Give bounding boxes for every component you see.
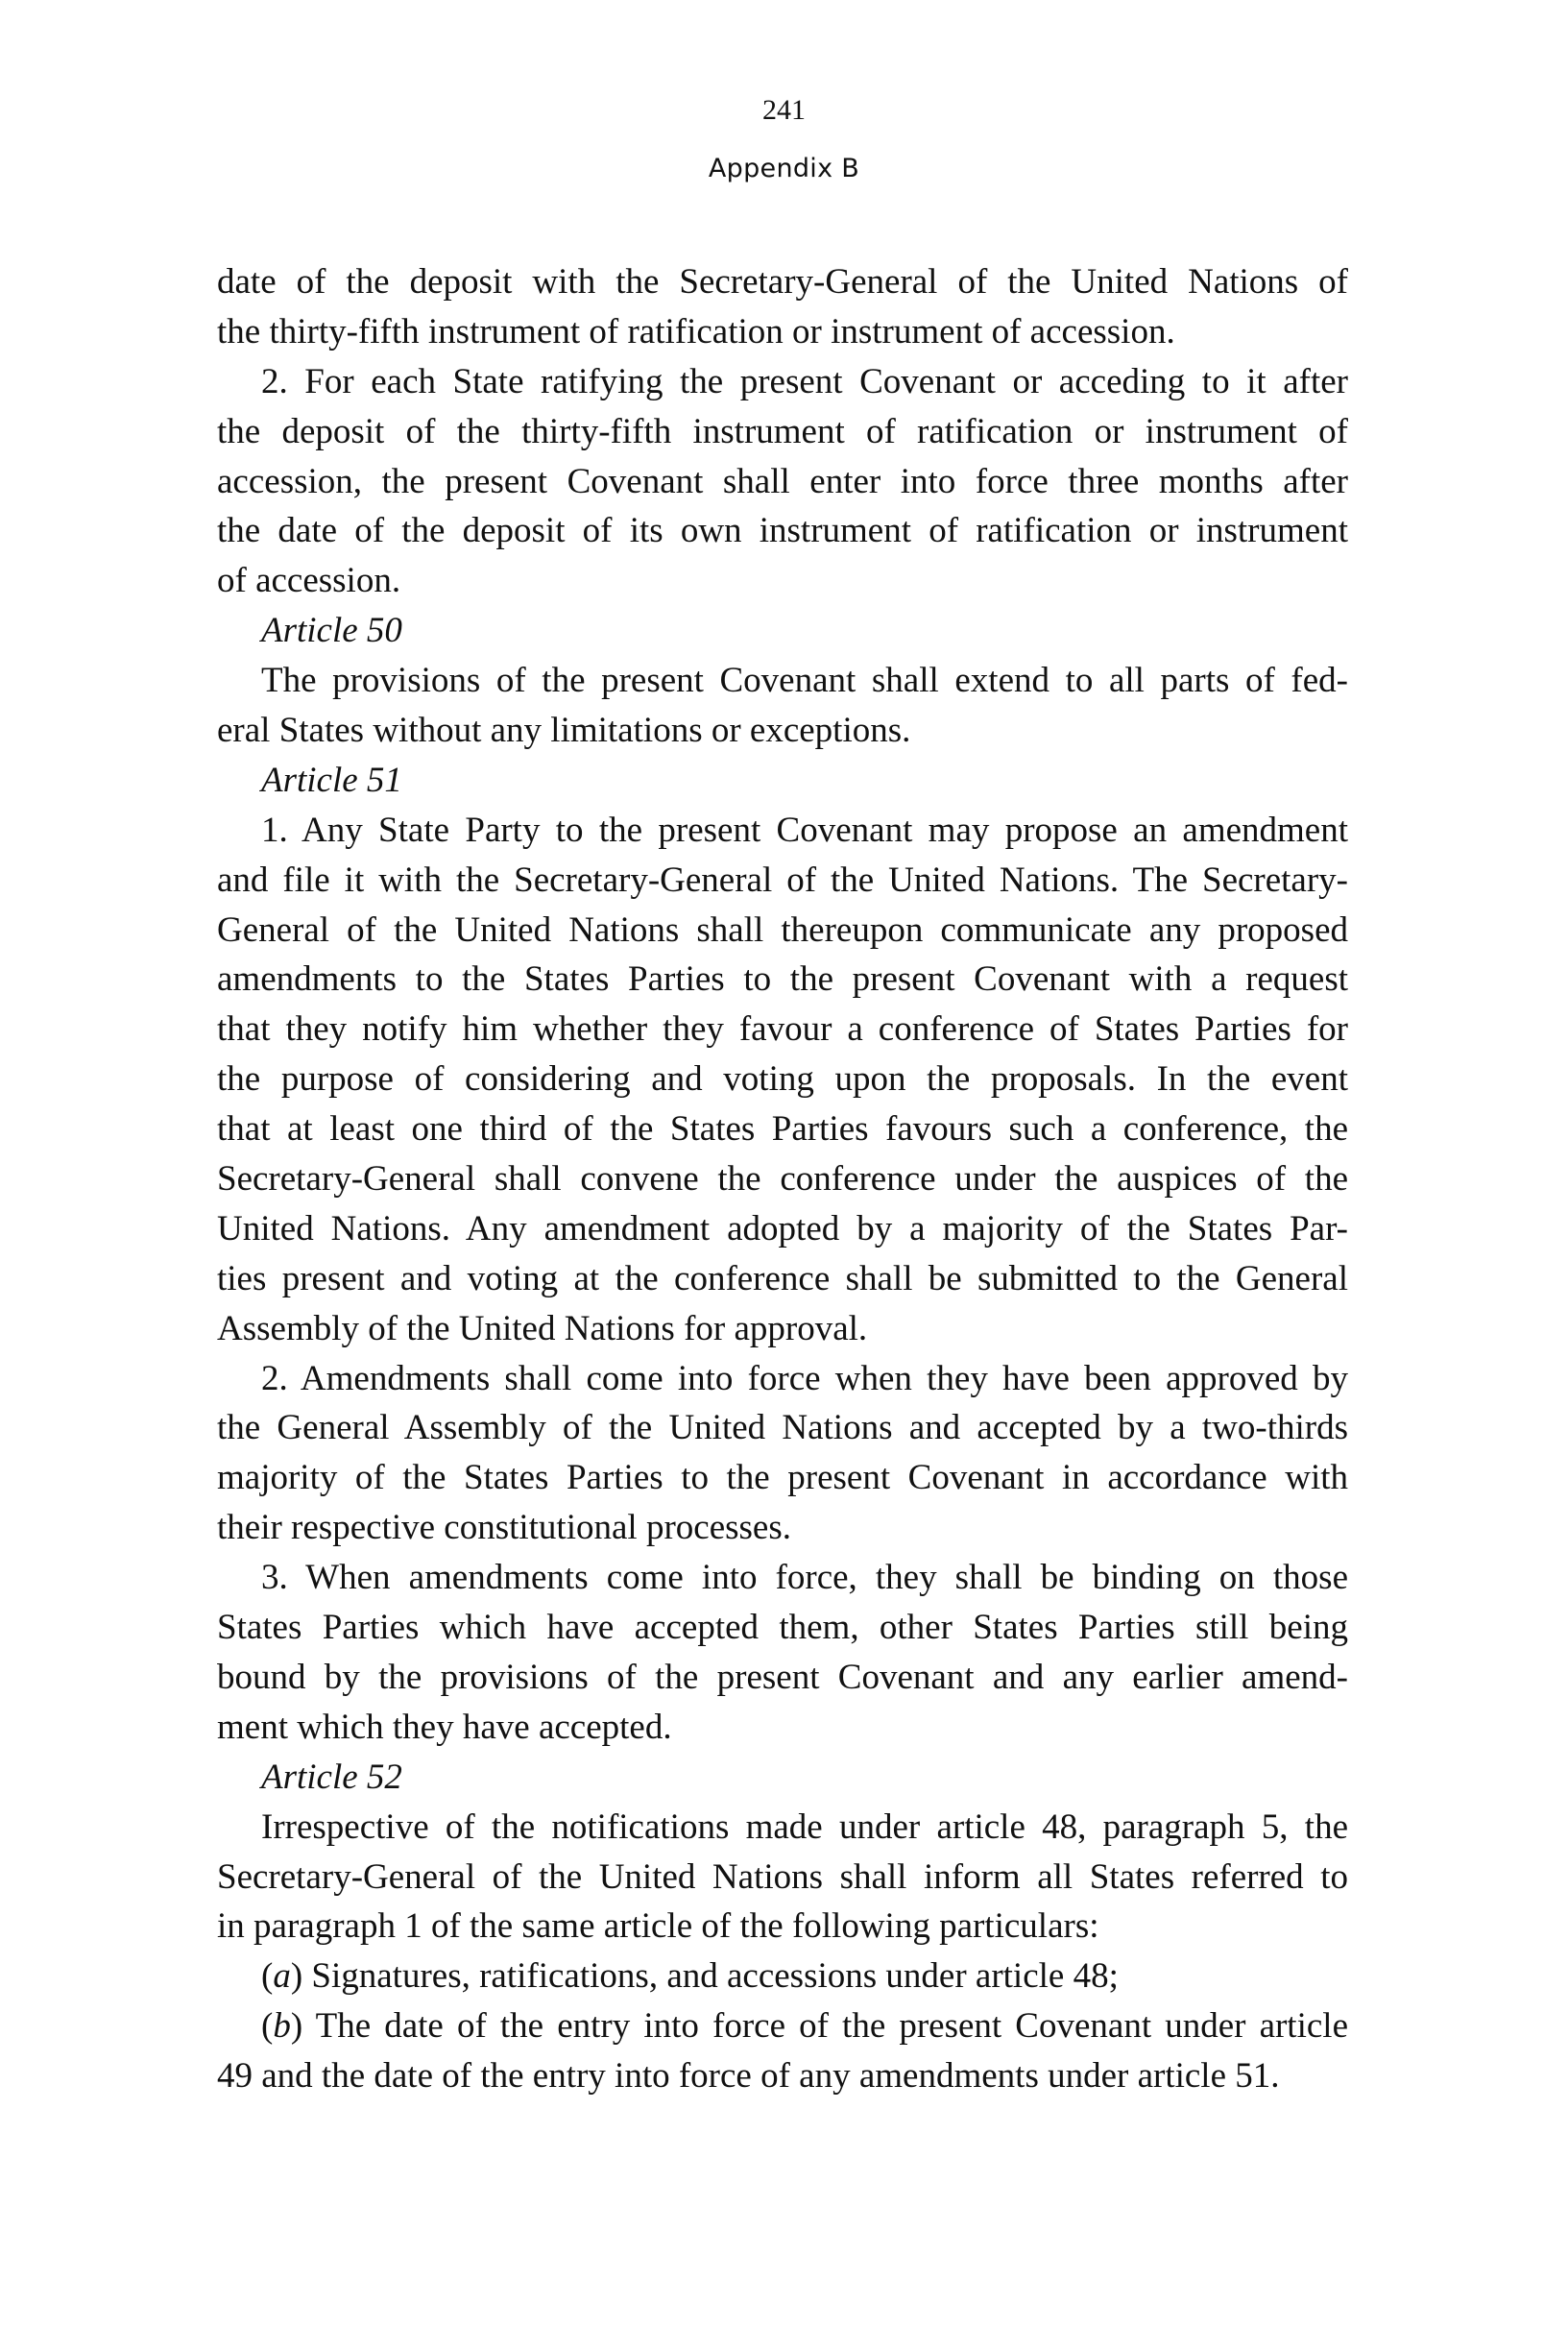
text-line: ment which they have accepted. (217, 1707, 672, 1747)
text-line: majority of the States Parties to the present Covenant in accordance with (217, 1458, 1348, 1498)
text-line: date of the deposit with the Secretary-General of the United Nations of (217, 262, 1348, 302)
text-line: 3. When amendments come into force, they shall be binding on those (261, 1558, 1348, 1598)
text-line: Secretary-General shall convene the conference under the auspices of the (217, 1159, 1348, 1200)
text-line: the date of the deposit of its own instrument of ratification or instrument (217, 511, 1348, 551)
text-line: 49 and the date of the entry into force of any amendments under article 51. (217, 2056, 1280, 2097)
text-line: Irrespective of the notifications made under article 48, paragraph 5, the (261, 1806, 1348, 1847)
text-line: States Parties which have accepted them, other States Parties still being (217, 1608, 1348, 1648)
text-line: The provisions of the present Covenant shall extend to all parts of fed- (261, 661, 1348, 701)
text-line: ties present and voting at the conference shall be submitted to the General (217, 1258, 1348, 1298)
list-label: b (273, 2006, 291, 2047)
text-line: Assembly of the United Nations for approval. (217, 1308, 868, 1348)
running-head: Appendix B (708, 154, 860, 183)
text-line: bound by the provisions of the present Covenant and any earlier amend- (217, 1657, 1348, 1697)
body-text (217, 257, 1348, 2101)
text-line: 2. Amendments shall come into force when they have been approved by (261, 1358, 1348, 1398)
text-line: United Nations. Any amendment adopted by a majority of the States Par- (217, 1208, 1348, 1249)
text-line: the thirty-fifth instrument of ratification or instrument of accession. (217, 311, 1175, 352)
text-line: the purpose of considering and voting upon the proposals. In the event (217, 1059, 1348, 1100)
text-line: eral States without any limitations or exceptions. (217, 711, 911, 751)
text-line: General of the United Nations shall thereupon communicate any proposed (217, 909, 1348, 950)
text-line: (b) The date of the entry into force of the present Covenant under article (261, 2006, 1348, 2047)
text-line: (a) Signatures, ratifications, and accessions under article 48; (261, 1956, 1119, 1997)
text-line: the General Assembly of the United Nations and accepted by a two-thirds (217, 1408, 1348, 1448)
text-line: the deposit of the thirty-fifth instrument of ratification or instrument of (217, 411, 1348, 451)
text-line: 2. For each State ratifying the present Covenant or acceding to it after (261, 361, 1348, 401)
text-line: that they notify him whether they favour a conference of States Parties for (217, 1009, 1348, 1050)
text-line: in paragraph 1 of the same article of the following particulars: (217, 1906, 1099, 1947)
text-line: amendments to the States Parties to the present Covenant with a request (217, 959, 1348, 1000)
text-line: Secretary-General of the United Nations shall inform all States referred to (217, 1856, 1348, 1897)
list-label: a (273, 1956, 291, 1997)
text-line: their respective constitutional processes. (217, 1508, 791, 1548)
text-line: 1. Any State Party to the present Covenant may propose an amendment (261, 810, 1348, 850)
text-line: accession, the present Covenant shall enter into force three months after (217, 461, 1348, 501)
text-line: and file it with the Secretary-General of the United Nations. The Secretary- (217, 860, 1348, 900)
article-heading: Article 52 (261, 1757, 402, 1797)
article-heading: Article 51 (261, 760, 402, 800)
article-heading: Article 50 (261, 611, 402, 651)
text-line: that at least one third of the States Parties favours such a conference, the (217, 1109, 1348, 1150)
text-line: of accession. (217, 561, 401, 601)
page-number: 241 (762, 94, 806, 126)
